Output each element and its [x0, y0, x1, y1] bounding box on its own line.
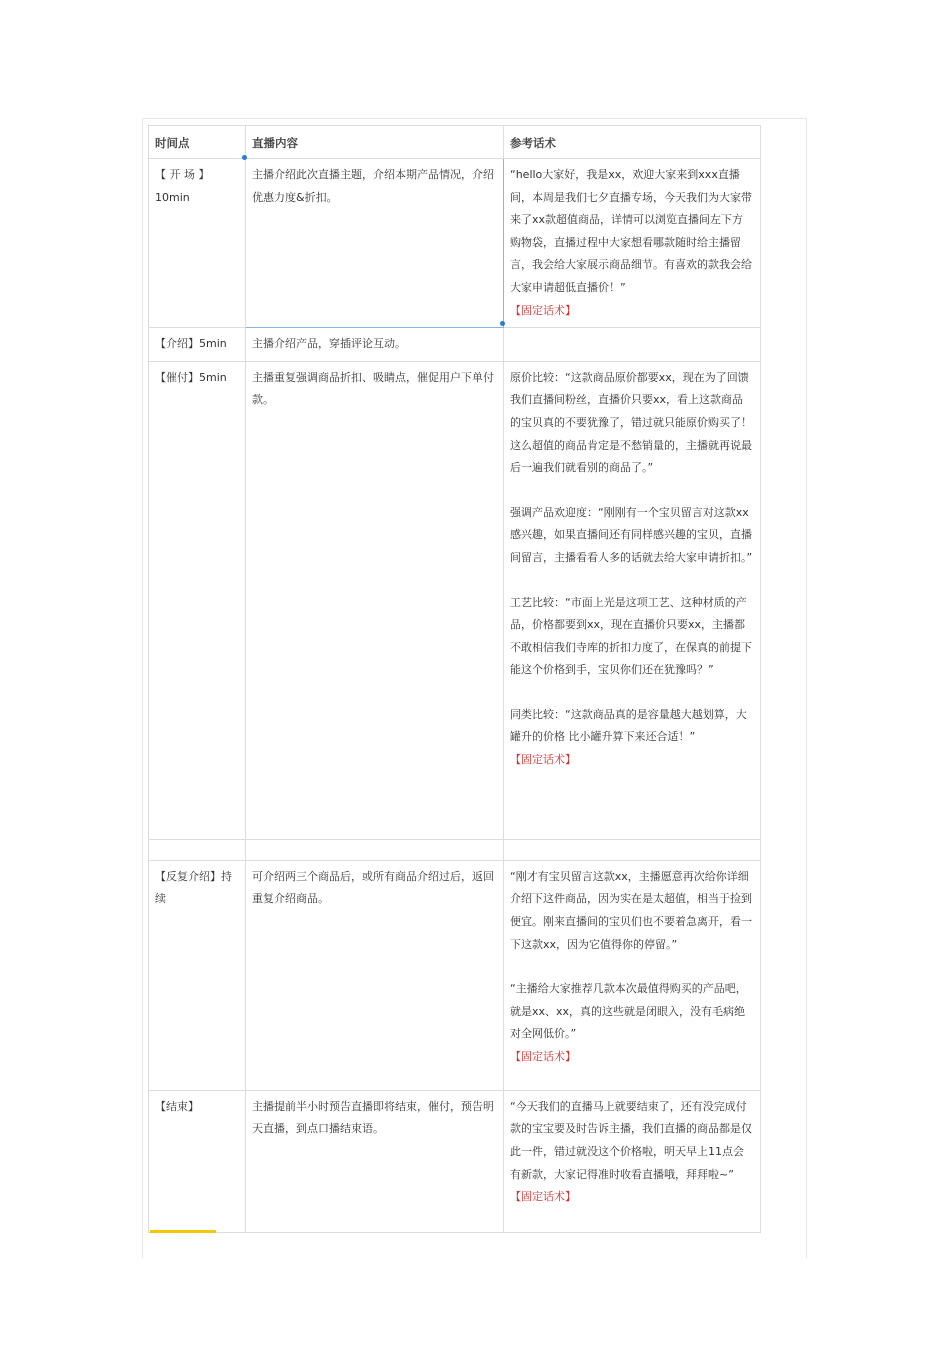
script-paragraph: “主播给大家推荐几款本次最值得购买的产品吧，就是xx、xx，真的这些就是闭眼入，没有毛病绝对全网低价。” [510, 982, 747, 1041]
content-cell-selected[interactable]: 主播介绍此次直播主题，介绍本期产品情况，介绍优惠力度&折扣。 [246, 159, 504, 328]
fixed-script-tag: 【固定话术】 [510, 1049, 576, 1063]
content-cell: 主播重复强调商品折扣、吸睛点，催促用户下单付款。 [246, 361, 504, 839]
selection-handle-bottom-right[interactable] [500, 321, 505, 326]
script-cell [504, 860, 761, 1090]
table-row [149, 328, 761, 362]
content-cell: 主播介绍产品，穿插评论互动。 [246, 328, 504, 362]
script-paragraph: 工艺比较：“市面上光是这项工艺、这种材质的产品，价格都要到xx，现在直播价只要xx，主播都不敢相信我们寺库的折扣力度了，在保真的前提下能这个价格到手，宝贝你们还在犹豫吗？” [510, 595, 752, 677]
table-row [149, 1090, 761, 1232]
time-cell: 【反复介绍】持续 [149, 860, 246, 1090]
page-frame-right [806, 118, 807, 1258]
header-script: 参考话术 [504, 126, 761, 159]
row-separator [149, 839, 761, 860]
table-row [149, 361, 761, 839]
page-frame-left [142, 118, 143, 1258]
header-time: 时间点 [149, 126, 246, 159]
time-cell: 【 开 场 】10min [149, 159, 246, 328]
script-paragraph: “刚才有宝贝留言这款xx，主播愿意再次给你详细介绍下这件商品，因为实在是太超值，相当于捡到便宜。刚来直播间的宝贝们也不要着急离开，看一下这款xx，因为它值得你的停留。” [510, 869, 752, 951]
table-row [149, 860, 761, 1090]
script-cell [504, 1090, 761, 1232]
script-cell [504, 361, 761, 839]
selection-handle-top-left[interactable] [242, 155, 247, 160]
fixed-script-tag: 【固定话术】 [510, 1190, 576, 1204]
time-cell: 【结束】 [149, 1090, 246, 1232]
time-cell: 【催付】5min [149, 361, 246, 839]
content-cell: 可介绍两三个商品后，或所有商品介绍过后，返回重复介绍商品。 [246, 860, 504, 1090]
script-paragraph: “hello大家好，我是xx，欢迎大家来到xxx直播间，本周是我们七夕直播专场，今天我们为大家带来了xx款超值商品，详情可以浏览直播间左下方购物袋，直播过程中大家想看哪款随时给主播留言，我会给大家展示商品细节。有喜欢的款我会给大家申请超低直播价！” [510, 168, 752, 294]
script-paragraph: 同类比较：“这款商品真的是容量越大越划算，大罐升的价格 比小罐升算下来还合适！” [510, 707, 747, 744]
live-script-table [148, 125, 761, 1233]
header-content: 直播内容 [246, 126, 504, 159]
content-cell: 主播提前半小时预告直播即将结束，催付，预告明天直播，到点口播结束语。 [246, 1090, 504, 1232]
time-cell: 【介绍】5min [149, 328, 246, 362]
script-cell [504, 159, 761, 328]
script-cell-empty [504, 328, 761, 362]
table-header-row [149, 126, 761, 159]
script-paragraph: 强调产品欢迎度：“刚刚有一个宝贝留言对这款xx感兴趣，如果直播间还有同样感兴趣的宝贝，直播间留言，主播看看人多的话就去给大家申请折扣。” [510, 505, 753, 564]
highlight-marker [150, 1230, 216, 1233]
script-paragraph: “今天我们的直播马上就要结束了，还有没完成付款的宝宝要及时告诉主播，我们直播的商品都是仅此一件，错过就没这个价格啦，明天早上11点会有新款，大家记得准时收看直播哦，拜拜啦~” [510, 1099, 752, 1181]
fixed-script-tag: 【固定话术】 [510, 303, 576, 317]
fixed-script-tag: 【固定话术】 [510, 753, 576, 767]
script-paragraph: 原价比较：“这款商品原价都要xx，现在为了回馈我们直播间粉丝，直播价只要xx，看上这款商品的宝贝真的不要犹豫了，错过就只能原价购买了！这么超值的商品肯定是不愁销量的，主播就再说最后一遍我们就看别的商品了。” [510, 370, 752, 475]
table-row [149, 159, 761, 328]
page-frame-top [142, 118, 807, 119]
